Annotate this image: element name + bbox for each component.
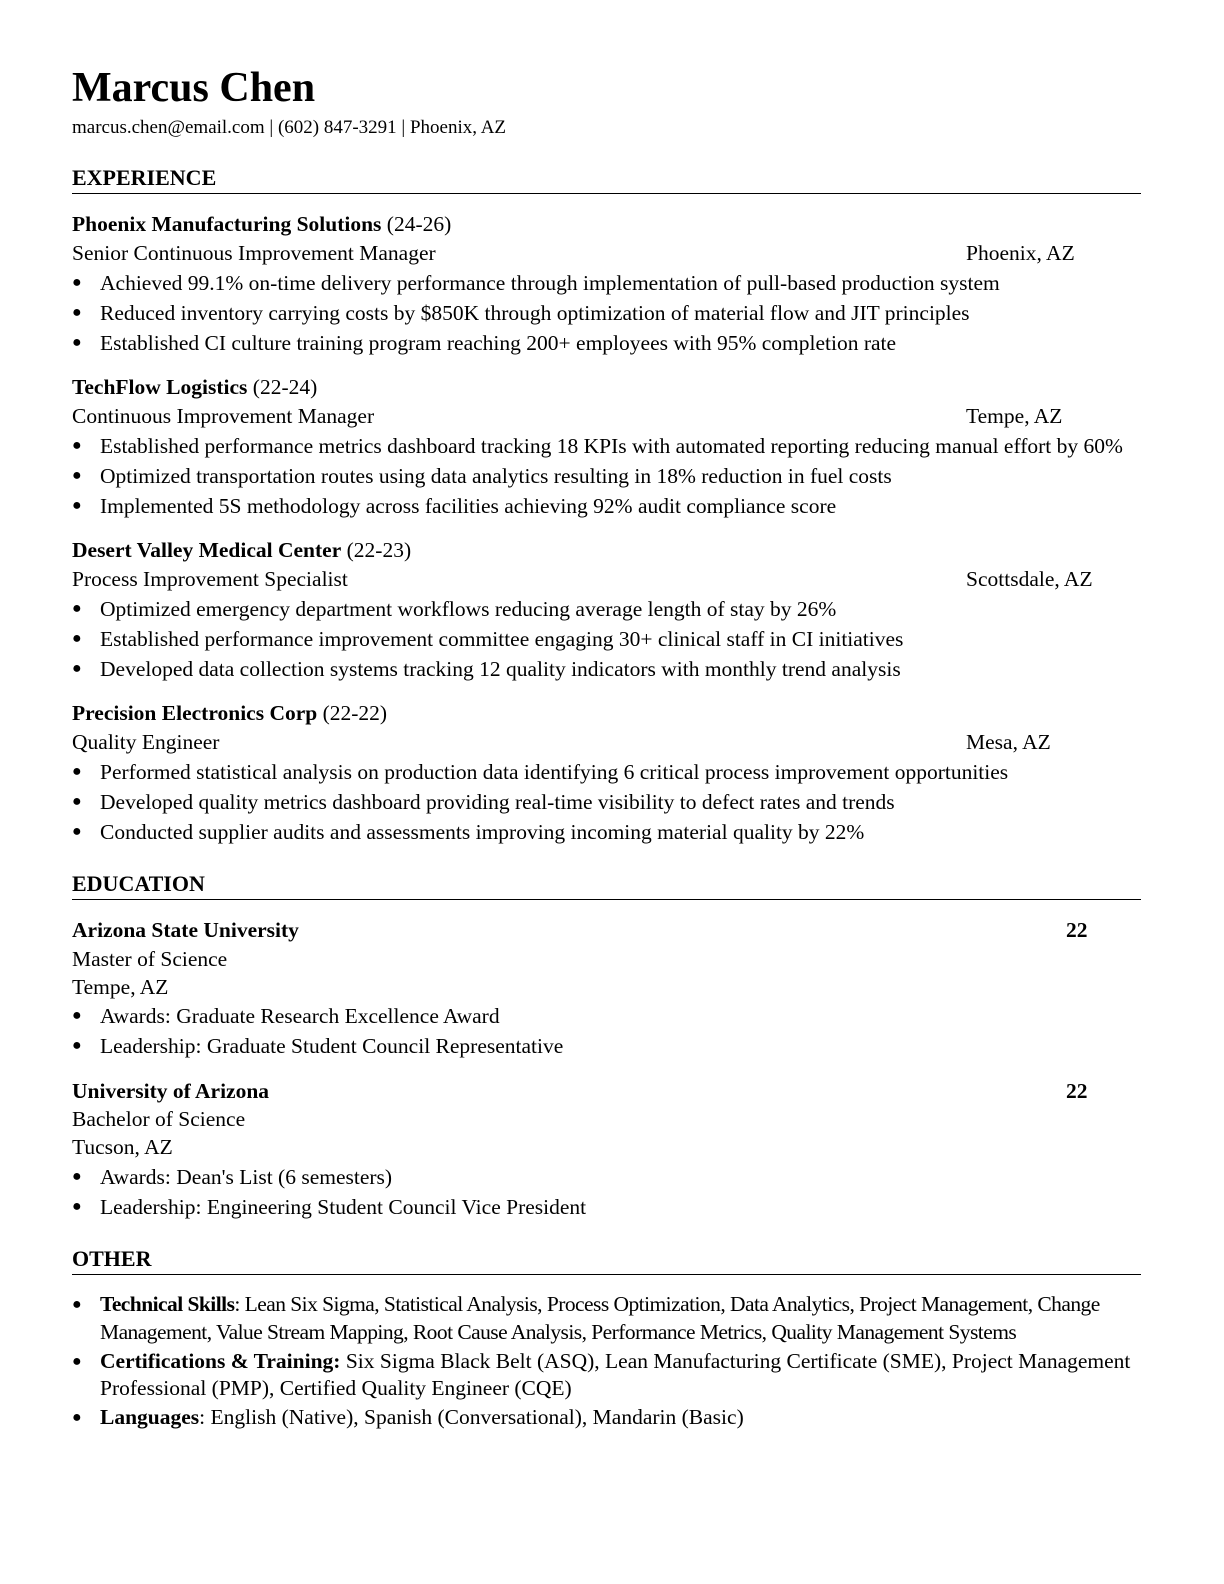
bullet-item: ● Developed quality metrics dashboard providing real-time visibility to defect rates and trends — [72, 788, 1141, 817]
bullet-item: ● Leadership: Graduate Student Council Representative — [72, 1032, 1141, 1061]
other-text: English (Native), Spanish (Conversational), Mandarin (Basic) — [210, 1405, 744, 1429]
job-bullets — [72, 432, 1141, 521]
bullet-item: ● Implemented 5S methodology across facilities achieving 92% audit compliance score — [72, 492, 1141, 521]
school-name: University of Arizona — [72, 1078, 270, 1103]
bullet-item: ● Awards: Dean's List (6 semesters) — [72, 1163, 1141, 1192]
school-degree: Bachelor of Science — [72, 1107, 246, 1131]
bullet-item: ● Awards: Graduate Research Excellence Award — [72, 1002, 1141, 1031]
bullet-item: ● Established performance improvement committee engaging 30+ clinical staff in CI initiatives — [72, 625, 1141, 654]
other-text: Six Sigma Black Belt (ASQ), Lean Manufacturing Certificate (SME), Project Management Professional (PMP), Certified Quality Engineer (CQE) — [100, 1348, 1131, 1400]
bullet-item: ● Established performance metrics dashboard tracking 18 KPIs with automated reporting reducing manual effort by 60% — [72, 432, 1141, 461]
job-role: Senior Continuous Improvement Manager — [72, 240, 436, 265]
other-text: Lean Six Sigma, Statistical Analysis, Process Optimization, Data Analytics, Project Management, Change Management, Value Stream Mapping, Root Cause Analysis, Performance Metrics, Quality Management Systems — [100, 1292, 1100, 1344]
school-location: Tucson, AZ — [72, 1135, 173, 1159]
other-item-certifications — [72, 1348, 1141, 1403]
job-entry — [72, 373, 1141, 520]
job-bullets — [72, 595, 1141, 684]
job-role: Quality Engineer — [72, 729, 220, 754]
job-location: Mesa, AZ — [966, 729, 1051, 754]
other-list — [72, 1291, 1141, 1432]
company-name: TechFlow Logistics — [72, 375, 248, 399]
job-role: Process Improvement Specialist — [72, 566, 348, 591]
other-item-languages — [72, 1404, 1141, 1432]
other-heading: OTHER — [72, 1245, 1141, 1275]
job-entry — [72, 699, 1141, 846]
job-bullets — [72, 269, 1141, 358]
contact-line: marcus.chen@email.com | (602) 847-3291 | Phoenix, AZ — [72, 117, 507, 138]
other-item-technical-skills — [72, 1291, 1141, 1346]
school-bullets — [72, 1163, 1141, 1222]
candidate-name: Marcus Chen — [72, 65, 316, 111]
other-label: Languages — [100, 1405, 200, 1429]
school-bullets — [72, 1002, 1141, 1061]
job-dates: (22-22) — [322, 701, 388, 725]
bullet-item: ● Established CI culture training program reaching 200+ employees with 95% completion rate — [72, 329, 1141, 358]
job-entry — [72, 210, 1141, 357]
school-location: Tempe, AZ — [72, 974, 169, 999]
experience-heading: EXPERIENCE — [72, 164, 1141, 194]
other-label: Certifications & Training: — [100, 1348, 341, 1373]
job-entry — [72, 536, 1141, 683]
resume-page — [72, 64, 1141, 1432]
company-name: Precision Electronics Corp — [72, 701, 318, 725]
other-separator: : — [199, 1405, 211, 1429]
company-name: Desert Valley Medical Center — [72, 538, 342, 562]
job-role: Continuous Improvement Manager — [72, 403, 375, 428]
company-name: Phoenix Manufacturing Solutions — [72, 212, 382, 236]
school-name: Arizona State University — [72, 918, 299, 942]
job-dates: (22-23) — [346, 538, 412, 562]
job-dates: (24-26) — [386, 212, 452, 236]
bullet-item: ● Optimized transportation routes using data analytics resulting in 18% reduction in fuel costs — [72, 462, 1141, 491]
job-location: Phoenix, AZ — [966, 240, 1075, 265]
job-bullets — [72, 758, 1141, 847]
bullet-item: ● Performed statistical analysis on production data identifying 6 critical process improvement opportunities — [72, 758, 1141, 787]
bullet-item: ● Leadership: Engineering Student Council Vice President — [72, 1193, 1141, 1222]
bullet-item: ● Reduced inventory carrying costs by $850K through optimization of material flow and JIT principles — [72, 299, 1141, 328]
job-dates: (22-24) — [252, 375, 318, 399]
other-separator: : — [234, 1292, 245, 1316]
school-entry — [72, 1077, 1141, 1222]
school-year: 22 — [1066, 918, 1088, 942]
school-year: 22 — [1066, 1078, 1088, 1103]
education-heading: EDUCATION — [72, 870, 1141, 900]
school-entry — [72, 916, 1141, 1061]
other-label: Technical Skills — [100, 1292, 235, 1316]
job-location: Tempe, AZ — [966, 403, 1063, 428]
school-degree: Master of Science — [72, 946, 228, 971]
bullet-item: ● Developed data collection systems tracking 12 quality indicators with monthly trend analysis — [72, 655, 1141, 684]
bullet-item: ● Achieved 99.1% on-time delivery performance through implementation of pull-based production system — [72, 269, 1141, 298]
job-location: Scottsdale, AZ — [966, 566, 1093, 591]
bullet-item: ● Conducted supplier audits and assessments improving incoming material quality by 22% — [72, 818, 1141, 847]
bullet-item: ● Optimized emergency department workflows reducing average length of stay by 26% — [72, 595, 1141, 624]
